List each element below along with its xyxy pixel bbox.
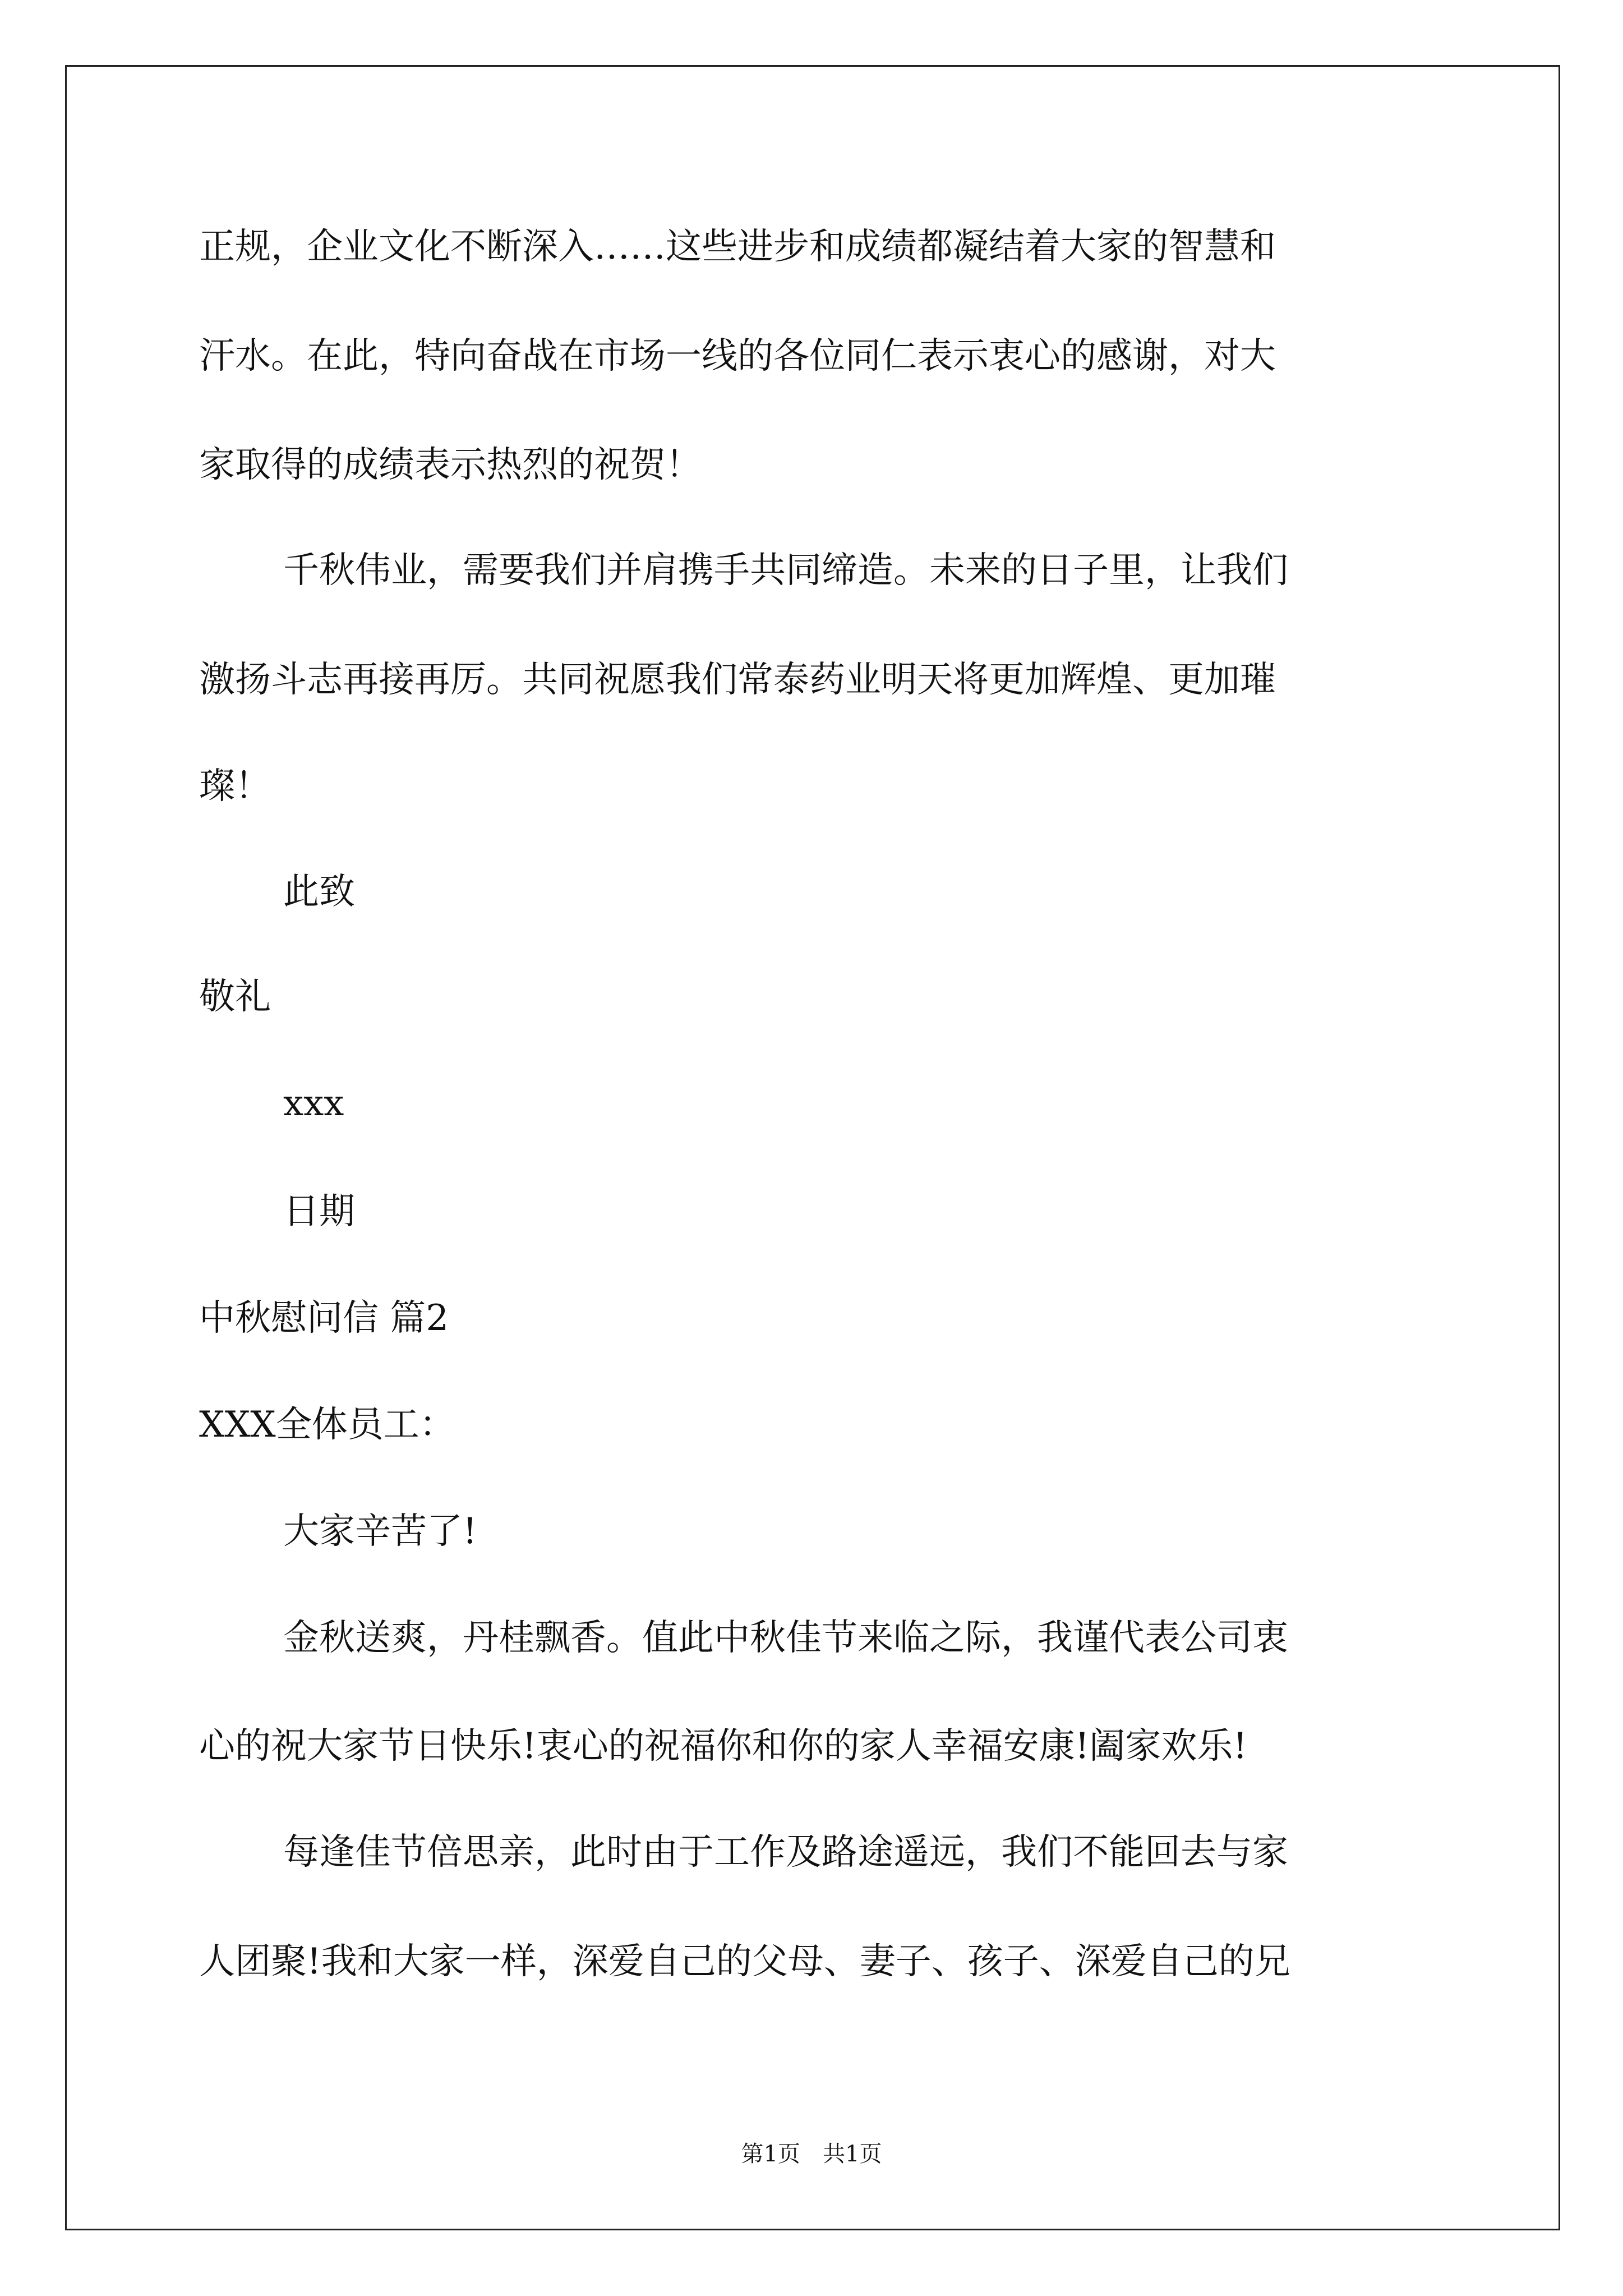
body-line: 大家辛苦了! (283, 1511, 477, 1552)
signature-date: 日期 (283, 1191, 355, 1232)
section-heading: 中秋慰问信 篇2 (199, 1297, 449, 1339)
body-line: 千秋伟业，需要我们并肩携手共同缔造。未来的日子里，让我们 (283, 550, 1288, 591)
salutation-closing: 此致 (283, 871, 355, 913)
body-line: 人团聚!我和大家一样，深爱自己的父母、妻子、孩子、深爱自己的兄 (199, 1941, 1290, 1982)
body-line: 激扬斗志再接再厉。共同祝愿我们常泰药业明天将更加辉煌、更加璀 (199, 659, 1276, 701)
body-line: 家取得的成绩表示热烈的祝贺！ (199, 444, 702, 486)
body-line: 汗水。在此，特向奋战在市场一线的各位同仁表示衷心的感谢，对大 (199, 335, 1276, 377)
body-line: 心的祝大家节日快乐!衷心的祝福你和你的家人幸福安康!阖家欢乐! (199, 1726, 1248, 1767)
signature-name: xxx (283, 1083, 344, 1124)
page-border (65, 65, 1560, 2230)
body-line: 璨！ (199, 766, 271, 807)
recipient-line: XXX全体员工： (199, 1404, 455, 1446)
body-line: 每逢佳节倍思亲，此时由于工作及路途遥远，我们不能回去与家 (283, 1832, 1288, 1873)
body-line: 正规，企业文化不断深入……这些进步和成绩都凝结着大家的智慧和 (199, 226, 1276, 268)
salutation-regards: 敬礼 (199, 976, 271, 1018)
body-line: 金秋送爽，丹桂飘香。值此中秋佳节来临之际，我谨代表公司衷 (283, 1617, 1288, 1659)
page-number-footer: 第1页 共1页 (741, 2141, 882, 2167)
